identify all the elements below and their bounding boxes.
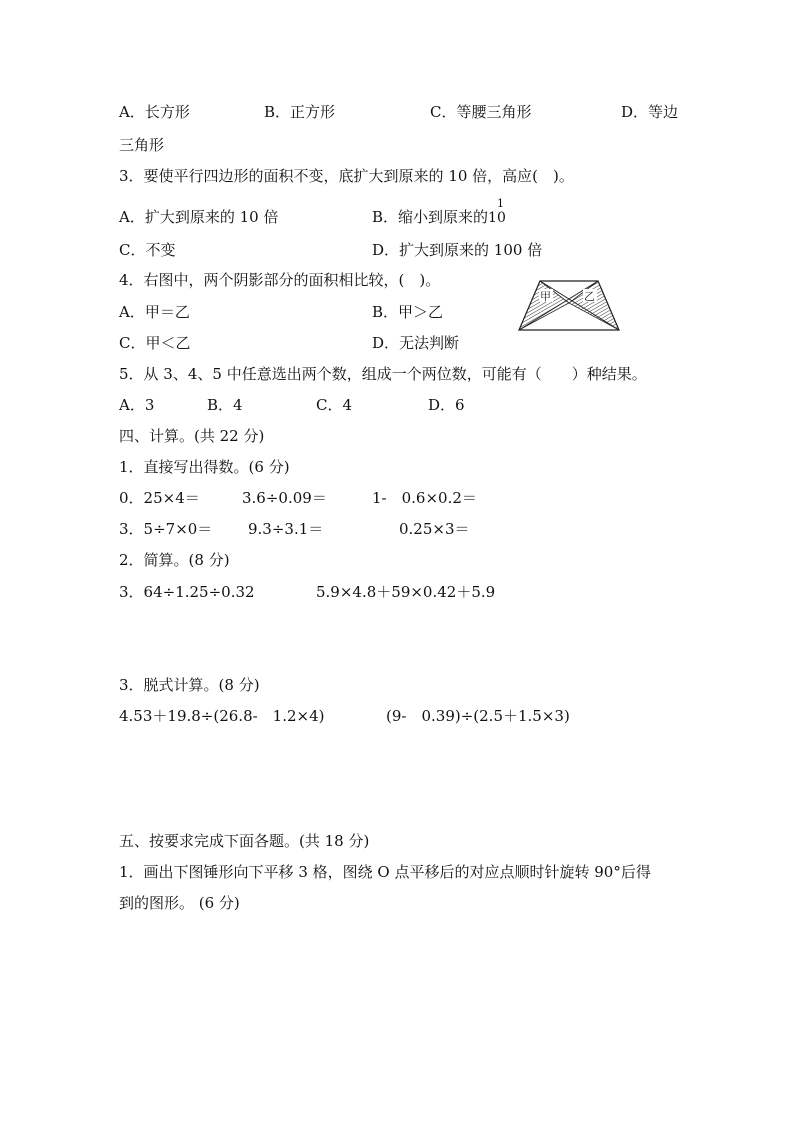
q2-option-a: A．长方形 <box>119 103 190 121</box>
q5-option-d: D．6 <box>428 396 465 414</box>
section4-sub3-title: 3．脱式计算。(8 分) <box>119 676 260 694</box>
q4-option-a: A．甲＝乙 <box>119 303 190 321</box>
step-calc-item2: (9- 0.39)÷(2.5＋1.5×3) <box>386 707 570 725</box>
calc-row1-item2: 3.6÷0.09＝ <box>242 489 327 507</box>
calc-row1-item3: 1- 0.6×0.2＝ <box>372 489 477 507</box>
label-yi: 乙 <box>584 290 595 303</box>
q3-fraction-numerator: 1 <box>497 197 504 210</box>
shaded-region-right <box>569 281 619 330</box>
q3-option-d: D．扩大到原来的 100 倍 <box>372 241 543 259</box>
calc-row2-item1: 3．5÷7×0＝ <box>119 520 213 538</box>
q4-option-b: B．甲＞乙 <box>372 303 444 321</box>
q3-stem: 3．要使平行四边形的面积不变，底扩大到原来的 10 倍，高应( )。 <box>119 167 574 185</box>
q5-option-c: C．4 <box>316 396 353 414</box>
q3-option-b-prefix: B．缩小到原来的 <box>372 208 489 226</box>
q5-option-b: B．4 <box>207 396 243 414</box>
q2-option-c: C．等腰三角形 <box>430 103 532 121</box>
q2-option-b: B．正方形 <box>264 103 336 121</box>
section5-q1-line2: 到的图形。 (6 分) <box>119 894 240 912</box>
simplify-item1: 3．64÷1.25÷0.32 <box>119 583 255 601</box>
section4-sub2-title: 2．简算。(8 分) <box>119 551 230 569</box>
simplify-item2: 5.9×4.8＋59×0.42＋5.9 <box>316 583 496 601</box>
q3-option-c: C．不变 <box>119 241 176 259</box>
q4-option-c: C．甲＜乙 <box>119 334 191 352</box>
shaded-region-left <box>519 281 569 330</box>
section4-sub1-title: 1．直接写出得数。(6 分) <box>119 458 290 476</box>
calc-row2-item3: 0.25×3＝ <box>399 520 470 538</box>
section4-title: 四、计算。(共 22 分) <box>119 427 265 445</box>
q4-stem: 4．右图中，两个阴影部分的面积相比较，( )。 <box>119 271 441 289</box>
section5-title: 五、按要求完成下面各题。(共 18 分) <box>119 832 370 850</box>
calc-row1-item1: 0．25×4＝ <box>119 489 200 507</box>
q5-stem: 5．从 3、4、5 中任意选出两个数，组成一个两位数，可能有（ ）种结果。 <box>119 365 647 383</box>
q3-option-b <box>372 207 506 228</box>
label-jia: 甲 <box>540 290 551 303</box>
q2-option-d: D．等边 <box>621 103 679 121</box>
calc-row2-item2: 9.3÷3.1＝ <box>248 520 324 538</box>
q3-fraction-denominator: 10 <box>488 210 506 226</box>
step-calc-item1: 4.53＋19.8÷(26.8- 1.2×4) <box>119 707 325 725</box>
trapezoid-figure <box>517 277 621 333</box>
q2-option-d-continued: 三角形 <box>119 136 165 154</box>
q4-option-d: D．无法判断 <box>372 334 460 352</box>
section5-q1-line1: 1．画出下图锤形向下平移 3 格，图绕 O 点平移后的对应点顺时针旋转 90°后得 <box>119 863 651 881</box>
q3-option-a: A．扩大到原来的 10 倍 <box>119 208 279 226</box>
q5-option-a: A．3 <box>119 396 155 414</box>
